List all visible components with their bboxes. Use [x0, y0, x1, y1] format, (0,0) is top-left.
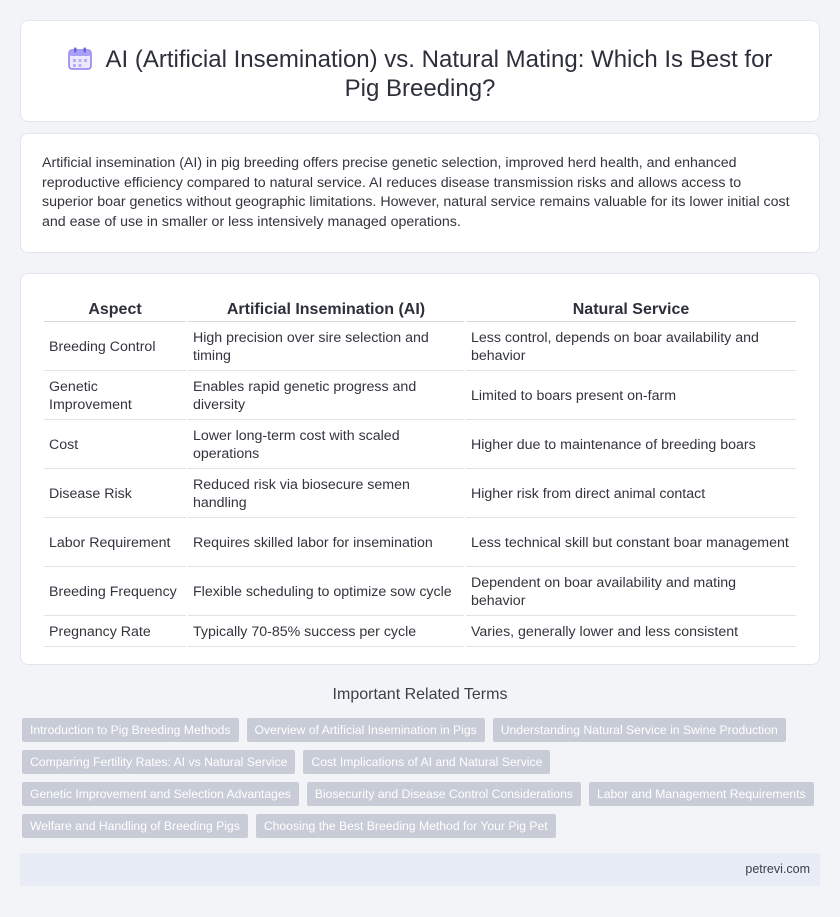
page-title-wrap: [61, 45, 779, 103]
table-row: [44, 422, 796, 469]
related-term-tag[interactable]: Genetic Improvement and Selection Advantages: [22, 782, 299, 806]
related-term-tag[interactable]: Welfare and Handling of Breeding Pigs: [22, 814, 248, 838]
cell-ai: Requires skilled labor for insemination: [188, 520, 464, 567]
cell-aspect: Disease Risk: [44, 471, 186, 518]
comparison-table: [42, 296, 798, 649]
header-aspect: Aspect: [44, 298, 186, 322]
cell-ai: Reduced risk via biosecure semen handling: [188, 471, 464, 518]
tag-row: [22, 750, 822, 774]
comparison-card: [20, 273, 820, 665]
table-row: [44, 520, 796, 567]
cell-natural: Varies, generally lower and less consistent: [466, 618, 796, 647]
table-row: [44, 471, 796, 518]
header-ai: Artificial Insemination (AI): [188, 298, 464, 322]
table-row: [44, 373, 796, 420]
cell-natural: Higher due to maintenance of breeding boars: [466, 422, 796, 469]
intro-paragraph: Artificial insemination (AI) in pig breeding offers precise genetic selection, improved herd health, and enhanced reproductive efficiency compared to natural service. AI reduces disease transmission risks and allows access to superior boar genetics without geographic limitations. However, natural service remains valuable for its lower initial cost and ease of use in smaller or less intensively managed operations.: [42, 155, 790, 230]
calendar-icon: [68, 47, 92, 70]
tag-row: [22, 718, 822, 742]
table-row: [44, 618, 796, 647]
cell-aspect: Pregnancy Rate: [44, 618, 186, 647]
cell-natural: Dependent on boar availability and mating behavior: [466, 569, 796, 616]
cell-natural: Less control, depends on boar availability and behavior: [466, 324, 796, 371]
footer-site-link[interactable]: petrevi.com: [745, 862, 810, 876]
related-term-tag[interactable]: Labor and Management Requirements: [589, 782, 814, 806]
page-title: AI (Artificial Insemination) vs. Natural Mating: Which Is Best for Pig Breeding?: [105, 46, 773, 102]
cell-ai: High precision over sire selection and timing: [188, 324, 464, 371]
cell-aspect: Labor Requirement: [44, 520, 186, 567]
cell-ai: Typically 70-85% success per cycle: [188, 618, 464, 647]
table-row: [44, 569, 796, 616]
cell-natural: Limited to boars present on-farm: [466, 373, 796, 420]
footer: [20, 853, 820, 886]
header-natural: Natural Service: [466, 298, 796, 322]
related-term-tag[interactable]: Cost Implications of AI and Natural Service: [303, 750, 550, 774]
cell-ai: Lower long-term cost with scaled operations: [188, 422, 464, 469]
related-term-tag[interactable]: Comparing Fertility Rates: AI vs Natural Service: [22, 750, 295, 774]
cell-aspect: Cost: [44, 422, 186, 469]
cell-ai: Flexible scheduling to optimize sow cycle: [188, 569, 464, 616]
cell-aspect: Breeding Control: [44, 324, 186, 371]
cell-natural: Higher risk from direct animal contact: [466, 471, 796, 518]
cell-ai: Enables rapid genetic progress and diversity: [188, 373, 464, 420]
related-terms-list: [22, 718, 822, 846]
related-term-tag[interactable]: Introduction to Pig Breeding Methods: [22, 718, 239, 742]
related-terms-heading: Important Related Terms: [332, 686, 508, 703]
table-header-row: [44, 298, 796, 322]
tag-row: [22, 782, 822, 806]
cell-aspect: Genetic Improvement: [44, 373, 186, 420]
related-term-tag[interactable]: Choosing the Best Breeding Method for Your Pig Pet: [256, 814, 556, 838]
related-term-tag[interactable]: Biosecurity and Disease Control Considerations: [307, 782, 581, 806]
related-term-tag[interactable]: Understanding Natural Service in Swine Production: [493, 718, 786, 742]
cell-natural: Less technical skill but constant boar management: [466, 520, 796, 567]
related-term-tag[interactable]: Overview of Artificial Insemination in Pigs: [247, 718, 485, 742]
cell-aspect: Breeding Frequency: [44, 569, 186, 616]
tag-row: [22, 814, 822, 838]
intro-card: [20, 133, 820, 253]
table-row: [44, 324, 796, 371]
title-card: [20, 20, 820, 122]
